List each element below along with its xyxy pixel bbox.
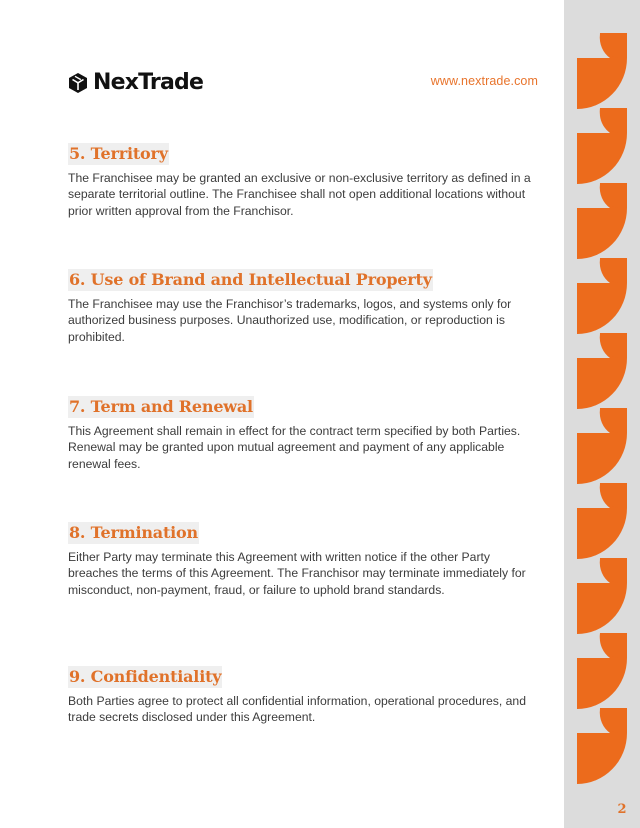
section-heading: 7. Term and Renewal [69, 397, 253, 416]
section-heading: 8. Termination [69, 523, 198, 542]
page-header [68, 68, 538, 98]
section-heading: 9. Confidentiality [69, 667, 222, 686]
section-paragraph: Both Parties agree to protect all confidential information, operational procedures, and trade secrets disclosed under this Agreement. [68, 694, 526, 725]
section-paragraph: The Franchisee may use the Franchisor’s trademarks, logos, and systems only for authorized business purposes. Unauthorized use, modification, or reproduction is prohibited. [68, 297, 512, 344]
section-heading: 6. Use of Brand and Intellectual Property [69, 270, 432, 289]
page-number: 2 [617, 802, 627, 817]
section-territory [68, 143, 538, 219]
section-paragraph: Either Party may terminate this Agreement with written notice if the other Party breaches the terms of this Agreement. The Franchisor may terminate immediately for misconduct, non-payment, fraud, or failure to uphold brand standards. [68, 550, 526, 597]
section-term-renewal [68, 396, 538, 472]
brand-logo [68, 70, 203, 96]
section-termination [68, 522, 538, 598]
section-paragraph: This Agreement shall remain in effect for the contract term specified by both Parties. Renewal may be granted upon mutual agreement and payment of any applicable renewal fees. [68, 424, 521, 471]
section-heading: 5. Territory [69, 144, 168, 163]
section-confidentiality [68, 666, 538, 726]
section-brand-ip [68, 269, 538, 345]
orange-shapes-pattern [564, 0, 640, 828]
decorative-sidebar [564, 0, 640, 828]
box-icon [68, 72, 88, 94]
website-link[interactable]: www.nextrade.com [430, 74, 538, 88]
brand-name: NexTrade [93, 70, 204, 95]
section-paragraph: The Franchisee may be granted an exclusive or non-exclusive territory as defined in a separate territorial outline. The Franchisee shall not open additional locations without prior written approval from the Franchisor. [68, 171, 531, 218]
